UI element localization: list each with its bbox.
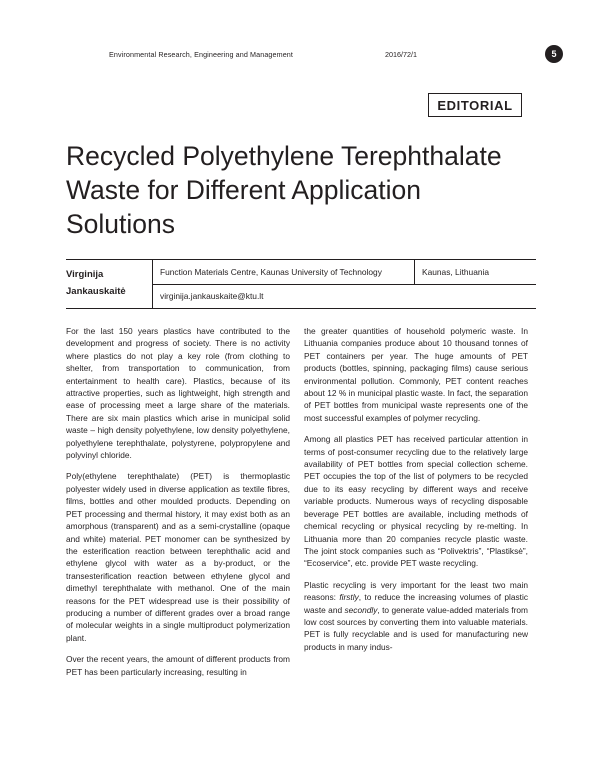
affiliation-divider	[414, 260, 415, 284]
author-email: virginija.jankauskaite@ktu.lt	[160, 291, 264, 301]
body-column-left	[66, 325, 290, 687]
emphasis-secondly: secondly	[344, 604, 378, 615]
author-affiliation: Function Materials Centre, Kaunas University of Technology	[160, 267, 382, 277]
section-label: EDITORIAL	[428, 93, 522, 117]
journal-name: Environmental Research, Engineering and Management	[109, 50, 293, 59]
body-paragraph: For the last 150 years plastics have contributed to the development and progress of society. There is no activity where plastics do not play a key role (from clothing to shelter, from transportation to communication, from entertainment to health care). Plastics, because of its attractive properties, such as lightweight, high strength and ease of processing meet a large share of the materials. There are six main plastics which arise in municipal solid waste – high density polyethylene, low density polyethylene, polyethylene terephthalate, polystyrene, polypropylene and polyvinyl chloride.	[66, 326, 290, 461]
author-first-name: Virginija	[66, 269, 104, 280]
page-number-badge: 5	[545, 45, 563, 63]
affiliation-rule	[152, 284, 536, 285]
author-location: Kaunas, Lithuania	[422, 267, 490, 277]
author-last-name: Jankauskaitė	[66, 286, 126, 297]
emphasis-firstly: firstly	[339, 592, 359, 603]
body-column-right	[304, 325, 528, 662]
body-paragraph: Poly(ethylene terephthalate) (PET) is thermoplastic polyester widely used in diverse application as textile fibres, films, bottles and other moulded products. Depending on PET processing and thermal history, it may exist both as an amorphous (transparent) and as a semi-crystalline (opaque and white) material. PET monomer can be synthesized by the esterification reaction between terephthalic acid and ethylene glycol with water as a by-product, or the transesterification reaction between ethylene glycol and dimethyl terephthalate with methanol. One of the main reasons for the PET widespread use is their possibility of producing a number of different grades over a broad range of molecular weights in a single multiproduct polymerization plant.	[66, 471, 290, 643]
body-paragraph: Plastic recycling is very important for the least two main reasons: firstly, to reduce the increasing volumes of plastic waste and secondly, to generate value-added materials from low cost sources by converting them into valuable materials. PET is fully recyclable and is used for manufacturing new products in many indus-	[304, 579, 528, 652]
body-paragraph: Over the recent years, the amount of different products from PET has been particularly increasing, resulting in	[66, 654, 290, 677]
body-paragraph: the greater quantities of household polymeric waste. In Lithuania companies produce about 10 thousand tonnes of PET containers per year. The huge amounts of PET products (bottles, spinning, packaging films) cause serious environmental pollution. Commonly, PET content reaches about 12 % in municipal plastic waste. In fact, the separation of PET bottles from municipal waste represents one of the most successful examples of polymer recycling.	[304, 326, 528, 423]
body-paragraph: Among all plastics PET has received particular attention in terms of post-consumer recycling due to the relatively large availability of PET bottles from special collection scheme. PET occupies the top of the list of polymers to be recycled due to its easy recycling by different ways and receive variable products. Numerous ways of recycling disposable beverage PET bottles are available, including methods of chemical recycling or physical recycling by re-melting. In Lithuania more than 20 companies recycle plastic waste. The joint stock companies such as “Polivektris”, “Plastiksė”, “Ecoservice”, etc. provide PET waste recycling.	[304, 434, 528, 569]
author-block-top-rule	[66, 259, 536, 260]
issue-number: 2016/72/1	[385, 50, 417, 59]
author-block-bottom-rule	[66, 308, 536, 309]
article-title: Recycled Polyethylene Terephthalate Waste for Different Application Solutions	[66, 141, 502, 239]
author-name	[66, 266, 126, 300]
